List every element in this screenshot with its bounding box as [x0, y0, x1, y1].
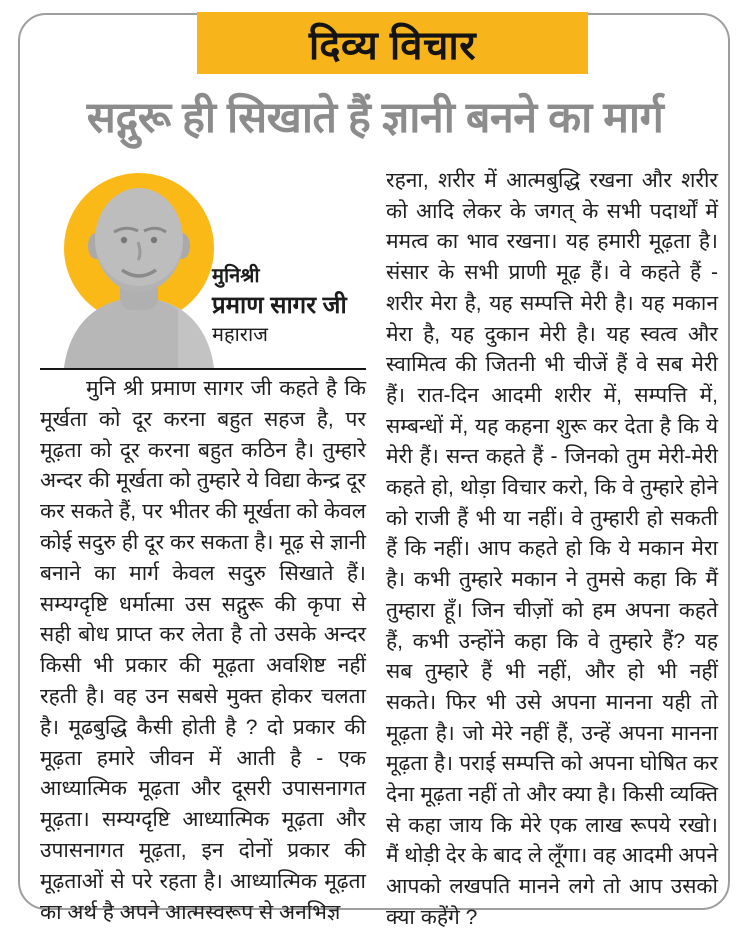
masthead-banner [197, 12, 588, 74]
author-prefix: मुनिश्री [212, 265, 260, 287]
photo-divider-rule [40, 368, 366, 370]
article-text-left: मुनि श्री प्रमाण सागर जी कहते है कि मूर्खता को दूर करना बहुत सहज है, पर मूढ़ता को दूर करना बहुत कठिन है। तुम्हारे अन्दर की मूर्खता को तुम्हारे ये विद्या केन्द्र दूर कर सकते हैं, पर भीतर की मूर्खता को केवल कोई सदुरु ही दूर कर सकता है। मूढ़ से ज्ञानी बनाने का मार्ग केवल सदुरु सिखाते हैं। सम्यग्दृष्टि धर्मात्मा उस सद्गुरू की कृपा से सही बोध प्राप्त कर लेता है तो उसके अन्दर किसी भी प्रकार की मूढ़ता अवशिष्ट नहीं रहती है। वह उन सबसे मुक्त होकर चलता है। मूढबुद्धि कैसी होती है ? दो प्रकार की मूढ़ता हमारे जीवन में आती है - एक आध्यात्मिक मूढ़ता और दूसरी उपासनागत मूढ़ता। सम्यग्दृष्टि आध्यात्मिक मूढ़ता और उपासनागत मूढ़ता, इन दोनों प्रकार की मूढ़ताओं से परे रहता है। आध्यात्मिक मूढ़ता का अर्थ है अपने आत्मस्वरूप से अनभिज्ञ [40, 377, 366, 924]
author-name-block [212, 264, 347, 348]
left-column [40, 168, 366, 928]
masthead-title: दिव्य विचार [308, 23, 477, 68]
article-text-right: रहना, शरीर में आत्मबुद्धि रखना और शरीर को आदि लेकर के जगत् के सभी पदार्थों में ममत्व का भाव रखना। यह हमारी मूढ़ता है। संसार के सभी प्राणी मूढ़ हैं। वे कहते हैं - शरीर मेरा है, यह सम्पत्ति मेरी है। यह मकान मेरा है, यह दुकान मेरी है। यह स्वत्व और स्वामित्व की जितनी भी चीजें हैं वे सब मेरी हैं। रात-दिन आदमी शरीर में, सम्पत्ति में, सम्बन्धों में, यह कहना शुरू कर देता है कि ये मेरी हैं। सन्त कहते हैं - जिनको तुम मेरी-मेरी कहते हो, थोड़ा विचार करो, कि वे तुम्हारे होने को राजी हैं भी या नहीं। वे तुम्हारी हो सकती हैं कि नहीं। आप कहते हो कि ये मकान मेरा है। कभी तुम्हारे मकान ने तुमसे कहा कि मैं तुम्हारा हूँ। जिन चीज़ों को हम अपना कहते हैं, कभी उन्होंने कहा कि वे तुम्हारे हैं? यह सब तुम्हारे हैं भी नहीं, और हो भी नहीं सकते। फिर भी उसे अपना मानना यही तो मूढ़ता है। जो मेरे नहीं हैं, उन्हें अपना मानना मूढ़ता है। पराई सम्पत्ति को अपना घोषित कर देना मूढ़ता नहीं तो और क्या है। किसी व्यक्ति से कहा जाय कि मेरे एक लाख रूपये रखो। मैं थोड़ी देर के बाद ले लूँगा। वह आदमी अपने आपको लखपति मानने लगे तो आप उसको क्या कहेंगे ? [386, 169, 718, 929]
right-column [386, 166, 718, 931]
author-name: प्रमाण सागर जी [212, 292, 347, 319]
author-photo-block [40, 168, 366, 368]
article-headline: सद्गुरू ही सिखाते हैं ज्ञानी बनने का मार्ग [86, 94, 664, 142]
author-suffix: महाराज [212, 324, 268, 346]
monk-portrait-icon [56, 180, 222, 368]
